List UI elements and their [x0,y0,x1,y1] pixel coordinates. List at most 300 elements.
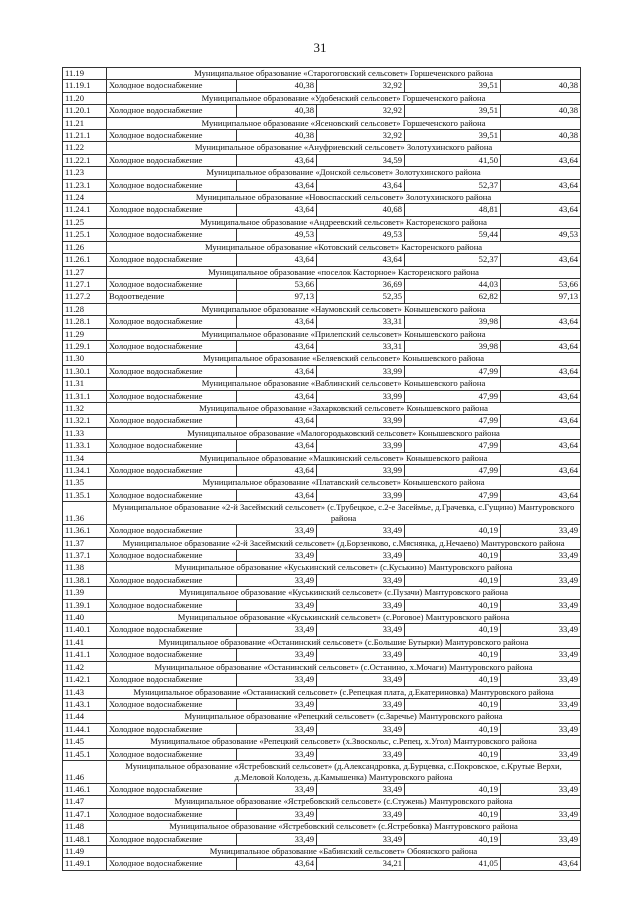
row-number: 11.33.1 [63,440,107,452]
tariff-value-v4: 40,38 [501,105,581,117]
tariff-value-v3: 47,99 [405,440,501,452]
tariff-row [63,674,581,686]
tariff-value-v3: 40,19 [405,723,501,735]
row-number: 11.49.1 [63,858,107,870]
tariff-value-v2: 32,92 [317,130,405,142]
municipality-header-row [63,686,581,698]
tariff-value-v4: 33,49 [501,783,581,795]
tariff-value-v1: 43,64 [237,440,317,452]
municipality-header-row [63,266,581,278]
row-number: 11.21 [63,117,107,129]
row-number: 11.25 [63,216,107,228]
tariff-value-v4: 43,64 [501,489,581,501]
row-number: 11.44 [63,711,107,723]
row-number: 11.21.1 [63,130,107,142]
tariff-value-v2: 33,99 [317,489,405,501]
tariff-value-v3: 40,19 [405,574,501,586]
municipality-name: Муниципальное образование «Репецкий сельсовет» (х.Звоскольс, с.Репец, х.Угол) Мантуровского района [107,736,581,748]
municipality-name: Муниципальное образование «Куськинский сельсовет» (с.Роговое) Мантуровского района [107,612,581,624]
tariff-value-v2: 33,31 [317,340,405,352]
service-name: Холодное водоснабжение [107,723,237,735]
municipality-name: Муниципальное образование «Машкинский сельсовет» Конышевского района [107,452,581,464]
row-number: 11.37.1 [63,550,107,562]
municipality-name: Муниципальное образование «Новоспасский сельсовет» Золотухинского района [107,192,581,204]
row-number: 11.20 [63,92,107,104]
municipality-header-row [63,378,581,390]
tariff-value-v2: 52,35 [317,291,405,303]
tariff-value-v2: 33,49 [317,574,405,586]
row-number: 11.32 [63,402,107,414]
tariff-value-v3: 62,82 [405,291,501,303]
row-number: 11.22 [63,142,107,154]
tariff-value-v1: 33,49 [237,723,317,735]
row-number: 11.46.1 [63,783,107,795]
tariff-value-v4: 33,49 [501,748,581,760]
municipality-header-row [63,142,581,154]
row-number: 11.22.1 [63,154,107,166]
row-number: 11.38 [63,562,107,574]
row-number: 11.28.1 [63,316,107,328]
tariff-value-v3: 40,19 [405,783,501,795]
row-number: 11.33 [63,427,107,439]
tariff-value-v3: 52,37 [405,254,501,266]
tariff-value-v2: 33,49 [317,783,405,795]
row-number: 11.32.1 [63,415,107,427]
row-number: 11.48 [63,821,107,833]
municipality-name: Муниципальное образование «Удобенский сельсовет» Горшеченского района [107,92,581,104]
service-name: Холодное водоснабжение [107,204,237,216]
tariff-value-v4: 43,64 [501,254,581,266]
tariff-value-v1: 33,49 [237,525,317,537]
service-name: Холодное водоснабжение [107,229,237,241]
tariff-value-v4: 43,64 [501,858,581,870]
tariff-row [63,229,581,241]
tariff-value-v1: 43,64 [237,204,317,216]
municipality-header-row [63,68,581,80]
row-number: 11.46 [63,760,107,783]
tariff-value-v2: 32,92 [317,105,405,117]
tariff-value-v3: 41,50 [405,154,501,166]
tariff-value-v2: 33,49 [317,723,405,735]
tariff-value-v3: 40,19 [405,599,501,611]
row-number: 11.39.1 [63,599,107,611]
tariff-row [63,179,581,191]
tariff-value-v2: 43,64 [317,254,405,266]
municipality-name: Муниципальное образование «2-й Засеймский сельсовет» (с.Трубецкое, с.2-е Засеймье, д.Грачевка, с.Гущино) Мантуровского района [107,502,581,525]
municipality-header-row [63,612,581,624]
row-number: 11.47 [63,796,107,808]
tariff-row [63,278,581,290]
row-number: 11.48.1 [63,833,107,845]
row-number: 11.27.2 [63,291,107,303]
tariff-row [63,858,581,870]
page-number: 31 [313,40,327,55]
municipality-header-row [63,562,581,574]
service-name: Холодное водоснабжение [107,649,237,661]
tariff-value-v3: 40,19 [405,808,501,820]
tariff-value-v1: 33,49 [237,748,317,760]
municipality-name: Муниципальное образование «Ястребовский сельсовет» (с.Ястребовка) Мантуровского района [107,821,581,833]
tariff-value-v2: 33,49 [317,698,405,710]
row-number: 11.45 [63,736,107,748]
tariff-value-v4: 33,49 [501,550,581,562]
row-number: 11.39 [63,587,107,599]
tariff-value-v2: 43,64 [317,179,405,191]
tariff-value-v4: 33,49 [501,723,581,735]
row-number: 11.40.1 [63,624,107,636]
tariff-row [63,415,581,427]
tariff-value-v4: 33,49 [501,574,581,586]
municipality-header-row [63,477,581,489]
municipality-name: Муниципальное образование «Прилепский сельсовет» Конышевского района [107,328,581,340]
tariff-value-v2: 33,99 [317,440,405,452]
municipality-header-row [63,427,581,439]
tariff-row [63,204,581,216]
tariff-value-v3: 47,99 [405,390,501,402]
tariff-value-v1: 33,49 [237,574,317,586]
tariff-value-v2: 33,49 [317,550,405,562]
tariff-value-v1: 33,49 [237,599,317,611]
row-number: 11.43.1 [63,698,107,710]
service-name: Холодное водоснабжение [107,489,237,501]
tariff-row [63,465,581,477]
municipality-name: Муниципальное образование «Старогоговский сельсовет» Горшеченского района [107,68,581,80]
tariff-value-v2: 33,49 [317,808,405,820]
row-number: 11.35 [63,477,107,489]
municipality-header-row [63,328,581,340]
row-number: 11.42.1 [63,674,107,686]
municipality-name: Муниципальное образование «Малогородьковский сельсовет» Конышевского района [107,427,581,439]
tariff-value-v3: 40,19 [405,624,501,636]
municipality-name: Муниципальное образование «2-й Засеймский сельсовет» (д.Борзенково, с.Мяснянка, д.Нечаево) Мантуровского района [107,537,581,549]
service-name: Холодное водоснабжение [107,599,237,611]
tariff-value-v2: 33,99 [317,465,405,477]
tariff-value-v2: 49,53 [317,229,405,241]
tariff-value-v4: 53,66 [501,278,581,290]
row-number: 11.49 [63,845,107,857]
municipality-name: Муниципальное образование «Платавский сельсовет» Конышевского района [107,477,581,489]
municipality-header-row [63,845,581,857]
tariff-value-v2: 33,99 [317,365,405,377]
tariff-row [63,698,581,710]
tariff-value-v2: 33,49 [317,599,405,611]
row-number: 11.35.1 [63,489,107,501]
municipality-name: Муниципальное образование «Котовский сельсовет» Касторенского района [107,241,581,253]
tariff-value-v4: 33,49 [501,624,581,636]
municipality-header-row [63,537,581,549]
tariff-value-v4: 97,13 [501,291,581,303]
row-number: 11.40 [63,612,107,624]
municipality-header-row [63,587,581,599]
tariff-value-v4: 49,53 [501,229,581,241]
municipality-name: Муниципальное образование «Куськинский сельсовет» (с.Пузачи) Мантуровского района [107,587,581,599]
service-name: Холодное водоснабжение [107,254,237,266]
municipality-header-row [63,796,581,808]
service-name: Холодное водоснабжение [107,80,237,92]
municipality-name: Муниципальное образование «Захарковский сельсовет» Конышевского района [107,402,581,414]
tariff-value-v4: 43,64 [501,154,581,166]
tariff-value-v1: 43,64 [237,858,317,870]
tariff-value-v1: 43,64 [237,390,317,402]
tariff-row [63,440,581,452]
tariff-value-v4: 43,64 [501,415,581,427]
service-name: Холодное водоснабжение [107,858,237,870]
tariff-value-v4: 43,64 [501,340,581,352]
municipality-name: Муниципальное образование «поселок Касторное» Касторенского района [107,266,581,278]
row-number: 11.43 [63,686,107,698]
tariff-row [63,365,581,377]
row-number: 11.27.1 [63,278,107,290]
municipality-name: Муниципальное образование «Ясеновский сельсовет» Горшеченского района [107,117,581,129]
service-name: Холодное водоснабжение [107,278,237,290]
municipality-name: Муниципальное образование «Беляевский сельсовет» Конышевского района [107,353,581,365]
service-name: Холодное водоснабжение [107,316,237,328]
municipality-header-row [63,661,581,673]
tariff-row [63,105,581,117]
row-number: 11.31.1 [63,390,107,402]
tariff-value-v4: 33,49 [501,674,581,686]
tariff-value-v2: 33,99 [317,390,405,402]
row-number: 11.24.1 [63,204,107,216]
municipality-name: Муниципальное образование «Донской сельсовет» Золотухинского района [107,167,581,179]
tariff-value-v3: 39,98 [405,316,501,328]
municipality-name: Муниципальное образование «Репецкий сельсовет» (с.Заречье) Мантуровского района [107,711,581,723]
service-name: Холодное водоснабжение [107,415,237,427]
tariff-value-v4: 33,49 [501,525,581,537]
service-name: Холодное водоснабжение [107,105,237,117]
tariff-value-v2: 33,99 [317,415,405,427]
tariff-value-v2: 33,49 [317,649,405,661]
row-number: 11.23.1 [63,179,107,191]
tariff-value-v1: 33,49 [237,808,317,820]
row-number: 11.23 [63,167,107,179]
tariff-row [63,723,581,735]
tariff-value-v1: 43,64 [237,254,317,266]
service-name: Холодное водоснабжение [107,783,237,795]
row-number: 11.20.1 [63,105,107,117]
municipality-header-row [63,736,581,748]
tariff-value-v4: 33,49 [501,599,581,611]
row-number: 11.38.1 [63,574,107,586]
tariff-value-v1: 43,64 [237,415,317,427]
tariff-row [63,550,581,562]
municipality-name: Муниципальное образование «Куськинский сельсовет» (с.Куськино) Мантуровского района [107,562,581,574]
row-number: 11.31 [63,378,107,390]
service-name: Холодное водоснабжение [107,390,237,402]
tariff-value-v3: 40,19 [405,674,501,686]
service-name: Водоотведение [107,291,237,303]
tariff-value-v2: 36,69 [317,278,405,290]
tariff-value-v2: 33,49 [317,674,405,686]
row-number: 11.36 [63,502,107,525]
tariff-value-v1: 40,38 [237,105,317,117]
tariff-row [63,340,581,352]
tariff-value-v3: 39,98 [405,340,501,352]
municipality-name: Муниципальное образование «Останинский сельсовет» (с.Останино, х.Мочаги) Мантуровского района [107,661,581,673]
tariff-value-v1: 33,49 [237,783,317,795]
row-number: 11.45.1 [63,748,107,760]
municipality-header-row [63,117,581,129]
municipality-header-row [63,192,581,204]
tariff-value-v1: 33,49 [237,649,317,661]
tariff-table [62,67,581,871]
tariff-value-v3: 40,19 [405,748,501,760]
tariff-value-v2: 33,49 [317,624,405,636]
tariff-value-v4: 43,64 [501,465,581,477]
municipality-header-row [63,241,581,253]
row-number: 11.19.1 [63,80,107,92]
service-name: Холодное водоснабжение [107,574,237,586]
tariff-row [63,833,581,845]
municipality-name: Муниципальное образование «Бабинский сельсовет» Обоянского района [107,845,581,857]
service-name: Холодное водоснабжение [107,179,237,191]
municipality-header-row [63,167,581,179]
municipality-header-row [63,821,581,833]
tariff-value-v2: 34,59 [317,154,405,166]
tariff-value-v2: 32,92 [317,80,405,92]
service-name: Холодное водоснабжение [107,808,237,820]
tariff-row [63,254,581,266]
tariff-value-v1: 33,49 [237,624,317,636]
tariff-row [63,154,581,166]
tariff-row [63,525,581,537]
tariff-value-v4: 43,64 [501,179,581,191]
service-name: Холодное водоснабжение [107,154,237,166]
municipality-header-row [63,216,581,228]
row-number: 11.44.1 [63,723,107,735]
row-number: 11.24 [63,192,107,204]
row-number: 11.26 [63,241,107,253]
tariff-value-v3: 59,44 [405,229,501,241]
row-number: 11.42 [63,661,107,673]
municipality-name: Муниципальное образование «Ястребовский сельсовет» (д.Александровка, д.Бурцевка, с.Покровское, с.Крутые Верхи, д.Меловой Колодезь, д.Камышенка) Мантуровского района [107,760,581,783]
row-number: 11.41 [63,636,107,648]
tariff-value-v2: 33,31 [317,316,405,328]
service-name: Холодное водоснабжение [107,465,237,477]
tariff-value-v3: 48,81 [405,204,501,216]
tariff-value-v4: 33,49 [501,808,581,820]
municipality-name: Муниципальное образование «Ануфриевский сельсовет» Золотухинского района [107,142,581,154]
tariff-value-v2: 33,49 [317,833,405,845]
tariff-row [63,291,581,303]
municipality-header-row [63,92,581,104]
tariff-value-v3: 39,51 [405,105,501,117]
row-number: 11.36.1 [63,525,107,537]
municipality-header-row [63,711,581,723]
tariff-value-v3: 47,99 [405,465,501,477]
tariff-value-v3: 40,19 [405,649,501,661]
tariff-value-v4: 33,49 [501,698,581,710]
row-number: 11.29 [63,328,107,340]
municipality-name: Муниципальное образование «Останинский сельсовет» (с.Большие Бутырки) Мантуровского района [107,636,581,648]
tariff-row [63,80,581,92]
municipality-header-row [63,760,581,783]
tariff-row [63,130,581,142]
municipality-header-row [63,303,581,315]
service-name: Холодное водоснабжение [107,674,237,686]
tariff-row [63,599,581,611]
tariff-value-v4: 43,64 [501,440,581,452]
tariff-value-v3: 40,19 [405,698,501,710]
tariff-value-v3: 40,19 [405,550,501,562]
tariff-value-v2: 34,21 [317,858,405,870]
tariff-row [63,783,581,795]
row-number: 11.30 [63,353,107,365]
tariff-value-v3: 39,51 [405,80,501,92]
municipality-header-row [63,636,581,648]
service-name: Холодное водоснабжение [107,525,237,537]
service-name: Холодное водоснабжение [107,833,237,845]
tariff-value-v3: 44,03 [405,278,501,290]
service-name: Холодное водоснабжение [107,365,237,377]
tariff-row [63,748,581,760]
service-name: Холодное водоснабжение [107,550,237,562]
tariff-value-v1: 43,64 [237,154,317,166]
tariff-value-v1: 33,49 [237,674,317,686]
service-name: Холодное водоснабжение [107,698,237,710]
row-number: 11.26.1 [63,254,107,266]
tariff-value-v4: 40,38 [501,80,581,92]
tariff-row [63,649,581,661]
tariff-value-v1: 43,64 [237,365,317,377]
row-number: 11.27 [63,266,107,278]
tariff-value-v1: 53,66 [237,278,317,290]
tariff-value-v2: 33,49 [317,748,405,760]
tariff-row [63,808,581,820]
service-name: Холодное водоснабжение [107,624,237,636]
municipality-header-row [63,452,581,464]
row-number: 11.41.1 [63,649,107,661]
tariff-value-v1: 40,38 [237,130,317,142]
tariff-value-v2: 40,68 [317,204,405,216]
tariff-value-v3: 40,19 [405,525,501,537]
row-number: 11.30.1 [63,365,107,377]
tariff-value-v1: 43,64 [237,316,317,328]
municipality-header-row [63,502,581,525]
municipality-name: Муниципальное образование «Останинский сельсовет» (с.Репецкая плата, д.Екатериновка) Мантуровского района [107,686,581,698]
tariff-value-v1: 33,49 [237,550,317,562]
tariff-value-v3: 47,99 [405,365,501,377]
tariff-value-v1: 43,64 [237,179,317,191]
tariff-value-v1: 49,53 [237,229,317,241]
municipality-name: Муниципальное образование «Ваблинский сельсовет» Конышевского района [107,378,581,390]
tariff-value-v4: 43,64 [501,390,581,402]
tariff-value-v2: 33,49 [317,525,405,537]
tariff-row [63,624,581,636]
tariff-value-v4: 40,38 [501,130,581,142]
tariff-value-v1: 97,13 [237,291,317,303]
service-name: Холодное водоснабжение [107,130,237,142]
tariff-value-v3: 39,51 [405,130,501,142]
tariff-value-v3: 40,19 [405,833,501,845]
tariff-value-v1: 43,64 [237,489,317,501]
tariff-table-body [63,68,581,871]
municipality-name: Муниципальное образование «Ястребовский сельсовет» (с.Стужень) Мантуровского района [107,796,581,808]
tariff-value-v4: 43,64 [501,204,581,216]
service-name: Холодное водоснабжение [107,748,237,760]
row-number: 11.34.1 [63,465,107,477]
tariff-value-v1: 40,38 [237,80,317,92]
tariff-value-v4: 43,64 [501,365,581,377]
tariff-row [63,316,581,328]
municipality-name: Муниципальное образование «Наумовский сельсовет» Конышевского района [107,303,581,315]
tariff-value-v4: 33,49 [501,649,581,661]
tariff-value-v1: 43,64 [237,465,317,477]
row-number: 11.28 [63,303,107,315]
tariff-value-v3: 52,37 [405,179,501,191]
tariff-value-v1: 43,64 [237,340,317,352]
row-number: 11.34 [63,452,107,464]
